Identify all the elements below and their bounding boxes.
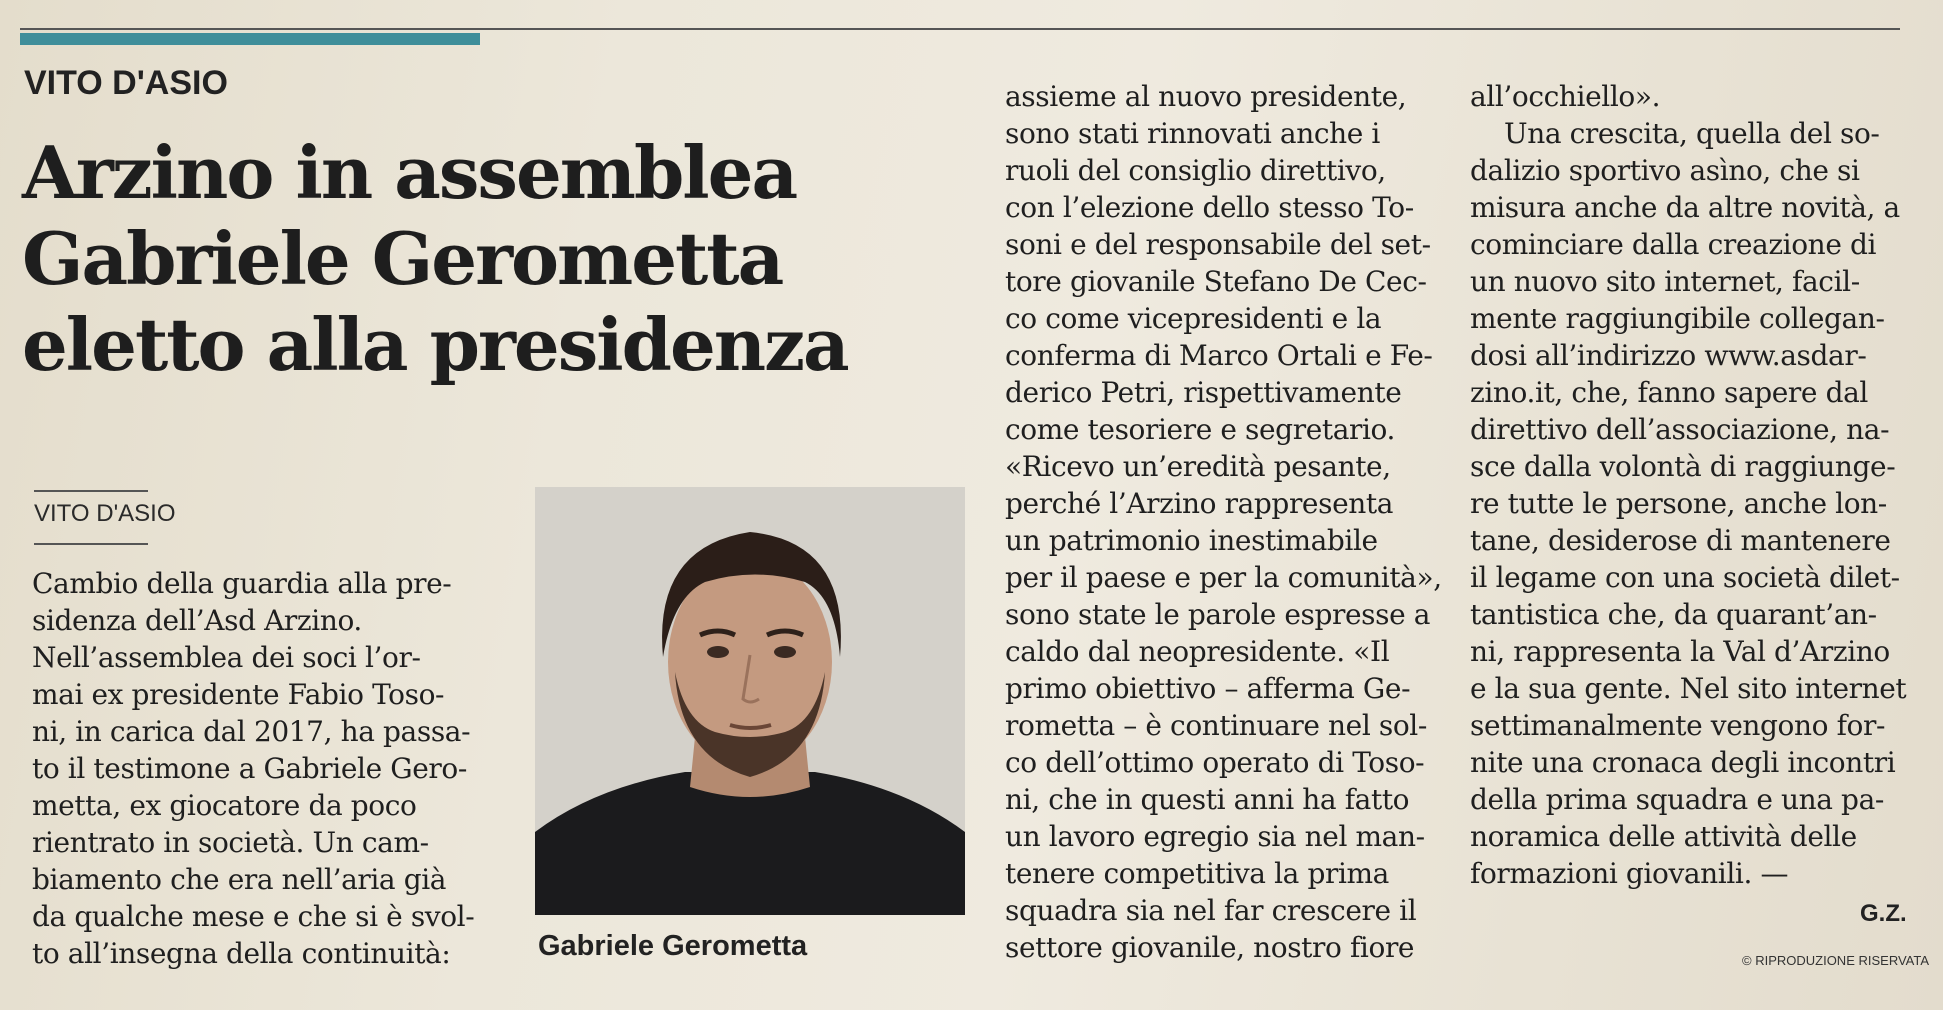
text-line: e la sua gente. Nel sito internet [1470, 672, 1907, 705]
text-line: mente raggiungibile collegan- [1470, 302, 1885, 335]
text-line: cominciare dalla creazione di [1470, 228, 1877, 261]
text-line: derico Petri, rispettivamente [1005, 376, 1402, 409]
text-line: dosi all’indirizzo www.asdar- [1470, 339, 1867, 372]
text-line: re tutte le persone, anche lon- [1470, 487, 1887, 520]
portrait-photo [535, 487, 965, 915]
text-line: squadra sia nel far crescere il [1005, 894, 1417, 927]
text-line: sidenza dell’Asd Arzino. [32, 604, 362, 637]
article-column-3 [1005, 78, 1442, 966]
text-line: co dell’ottimo operato di Toso- [1005, 746, 1425, 779]
headline-line-3: eletto alla presidenza [22, 302, 848, 387]
text-line: rientrato in società. Un cam- [32, 826, 429, 859]
text-line: settimanalmente vengono for- [1470, 709, 1886, 742]
text-line: della prima squadra e una pa- [1470, 783, 1884, 816]
text-line: perché l’Arzino rappresenta [1005, 487, 1394, 520]
text-line: sono state le parole espresse a [1005, 598, 1431, 631]
text-line: tore giovanile Stefano De Cec- [1005, 265, 1427, 298]
text-line: primo obiettivo – afferma Ge- [1005, 672, 1411, 705]
text-line: ni, che in questi anni ha fatto [1005, 783, 1410, 816]
text-line: da qualche mese e che si è svol- [32, 900, 475, 933]
author-signature: G.Z. [1860, 900, 1907, 927]
text-line: ruoli del consiglio direttivo, [1005, 154, 1386, 187]
text-line: co come vicepresidenti e la [1005, 302, 1382, 335]
section-accent-bar [20, 33, 480, 45]
text-line: tantistica che, da quarant’an- [1470, 598, 1877, 631]
text-line: un lavoro egregio sia nel man- [1005, 820, 1425, 853]
text-line: misura anche da altre novità, a [1470, 191, 1900, 224]
text-line: formazioni giovanili. — [1470, 857, 1789, 890]
portrait-illustration [535, 487, 965, 915]
text-line: caldo dal neopresidente. «Il [1005, 635, 1390, 668]
text-line: assieme al nuovo presidente, [1005, 80, 1407, 113]
text-line: tenere competitiva la prima [1005, 857, 1389, 890]
photo-caption: Gabriele Gerometta [538, 930, 808, 962]
text-line: metta, ex giocatore da poco [32, 789, 417, 822]
text-line: con l’elezione dello stesso To- [1005, 191, 1414, 224]
text-line: direttivo dell’associazione, na- [1470, 413, 1890, 446]
text-line: soni e del responsabile del set- [1005, 228, 1431, 261]
text-line: tane, desiderose di mantenere [1470, 524, 1891, 557]
dateline-rule-top [34, 490, 148, 492]
page-top-rule [20, 28, 1900, 30]
text-line: per il paese e per la comunità», [1005, 561, 1442, 594]
text-line: all’occhiello». [1470, 80, 1661, 113]
dateline: VITO D'ASIO [34, 500, 176, 527]
headline-line-1: Arzino in assemblea [22, 130, 797, 215]
text-line: zino.it, che, fanno sapere dal [1470, 376, 1868, 409]
text-line: dalizio sportivo asìno, che si [1470, 154, 1860, 187]
text-line: sce dalla volontà di raggiunge- [1470, 450, 1896, 483]
text-line: settore giovanile, nostro fiore [1005, 931, 1415, 964]
article-column-1 [32, 565, 497, 972]
headline-line-2: Gabriele Gerometta [22, 216, 783, 301]
text-line: un patrimonio inestimabile [1005, 524, 1378, 557]
text-line: «Ricevo un’eredità pesante, [1005, 450, 1391, 483]
text-line: ni, in carica dal 2017, ha passa- [32, 715, 471, 748]
text-line: Nell’assemblea dei soci l’or- [32, 641, 421, 674]
text-line: to all’insegna della continuità: [32, 937, 451, 970]
text-line: un nuovo sito internet, facil- [1470, 265, 1860, 298]
text-line: conferma di Marco Ortali e Fe- [1005, 339, 1433, 372]
text-line: Cambio della guardia alla pre- [32, 567, 452, 600]
article-column-4 [1470, 78, 1910, 892]
text-line: noramica delle attività delle [1470, 820, 1857, 853]
text-line: biamento che era nell’aria già [32, 863, 447, 896]
text-line: to il testimone a Gabriele Gero- [32, 752, 467, 785]
text-line: rometta – è continuare nel sol- [1005, 709, 1427, 742]
text-line: mai ex presidente Fabio Toso- [32, 678, 445, 711]
text-line: come tesoriere e segretario. [1005, 413, 1396, 446]
kicker: VITO D'ASIO [24, 64, 228, 102]
text-line: nite una cronaca degli incontri [1470, 746, 1896, 779]
text-line: sono stati rinnovati anche i [1005, 117, 1380, 150]
copyright-notice: © RIPRODUZIONE RISERVATA [1742, 953, 1930, 968]
text-line: Una crescita, quella del so- [1504, 117, 1880, 150]
dateline-rule-bottom [34, 543, 148, 545]
text-line: ni, rappresenta la Val d’Arzino [1470, 635, 1890, 668]
headline [22, 130, 962, 388]
text-line: il legame con una società dilet- [1470, 561, 1900, 594]
